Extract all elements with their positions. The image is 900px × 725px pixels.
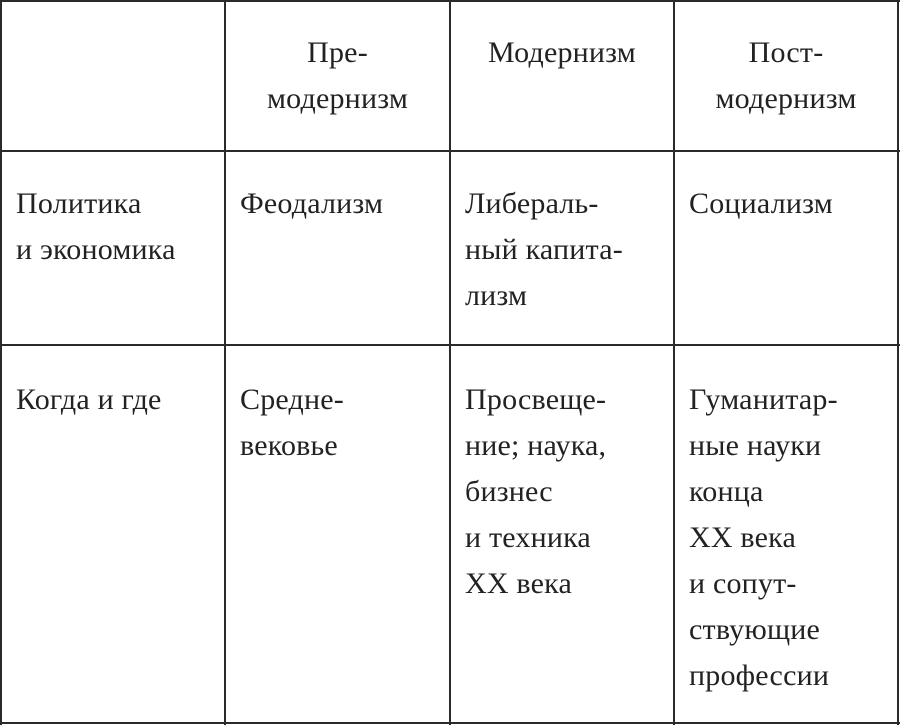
cell-feudalism: Феодализм bbox=[240, 187, 384, 220]
header-modernism: Модернизм bbox=[488, 36, 636, 69]
cell-enlightenment: Просвеще- ние; наука, бизнес и техника XX века bbox=[465, 383, 607, 600]
header-postmodernism: Пост- модернизм bbox=[715, 36, 857, 115]
cell-liberal-capitalism: Либераль- ный капита- лизм bbox=[465, 187, 623, 312]
cell-humanities: Гуманитар- ные науки конца XX века и сопут- ствующие профессии bbox=[689, 383, 838, 692]
row-label-politics: Политика и экономика bbox=[16, 187, 176, 266]
cell-socialism: Социализм bbox=[689, 187, 833, 220]
row-divider bbox=[0, 344, 900, 346]
table-border-left bbox=[0, 0, 2, 725]
table-border-top bbox=[0, 0, 900, 2]
row-divider bbox=[0, 150, 900, 152]
table-border-right bbox=[897, 0, 899, 725]
header-premodernism: Пре- модернизм bbox=[266, 36, 409, 115]
row-label-when-where: Когда и где bbox=[16, 383, 162, 416]
table-border-bottom bbox=[0, 722, 900, 724]
column-divider bbox=[449, 0, 451, 725]
cell-middle-ages: Средне- вековье bbox=[240, 383, 344, 462]
